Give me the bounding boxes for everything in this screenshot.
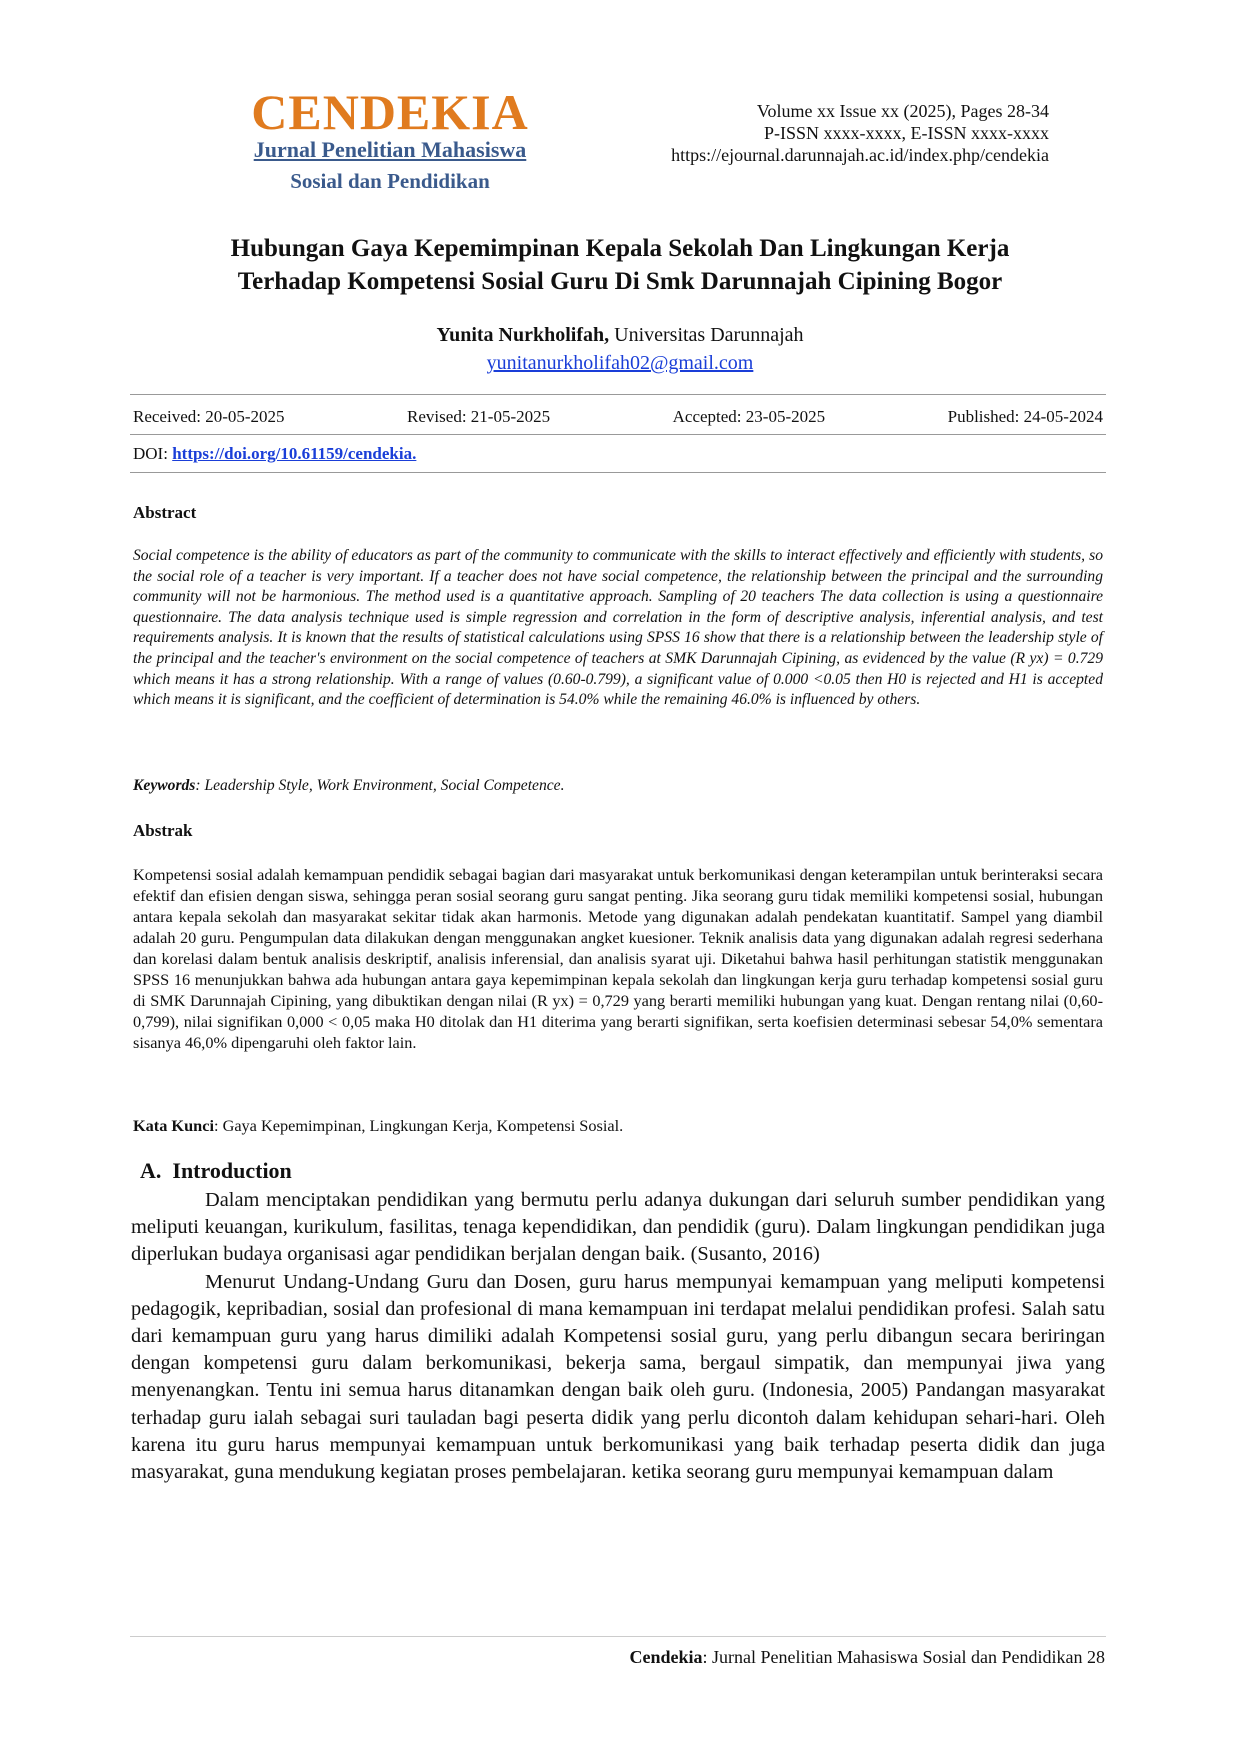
introduction-paragraph: Menurut Undang-Undang Guru dan Dosen, guru harus mempunyai kemampuan yang meliputi kompetensi pedagogik, kepribadian, sosial dan profesional di mana kemampuan ini terdapat melalui pendidikan profesi. Salah satu dari kemampuan guru yang harus dimiliki adalah Kompetensi sosial guru, yang perlu dibangun secara beriringan dengan kompetensi guru dalam berkomunikasi, bekerja sama, bergaul simpatik, dan mempunyai jiwa yang menyenangkan. Tentu ini semua harus ditanamkan dengan baik oleh guru. (Indonesia, 2005) Pandangan masyarakat terhadap guru ialah sebagai suri tauladan bagi peserta didik yang perlu dicontoh dalam kehidupan sehari-hari. Oleh karena itu guru harus mempunyai kemampuan untuk berkomunikasi yang baik terhadap peserta didik dan juga masyarakat, guna mendukung kegiatan proses pembelajaran. ketika seorang guru mempunyai kemampuan dalam [131, 1270, 1105, 1484]
introduction-body [131, 1187, 1105, 1486]
title-line-2: Terhadap Kompetensi Sosial Guru Di Smk Darunnajah Cipining Bogor [237, 268, 1003, 295]
keywords-line [133, 776, 565, 796]
author-name: Yunita Nurkholifah, [436, 324, 610, 346]
doi-line [133, 443, 416, 465]
logo-subtitle-2: Sosial dan Pendidikan [290, 169, 490, 193]
volume-info: Volume xx Issue xx (2025), Pages 28-34 [756, 101, 1049, 121]
article-title [130, 232, 1110, 298]
footer-journal-rest: : Jurnal Penelitian Mahasiswa Sosial dan Pendidikan 28 [702, 1647, 1105, 1667]
revised-date: Revised: 21-05-2025 [407, 407, 551, 426]
journal-url[interactable]: https://ejournal.darunnajah.ac.id/index.php/cendekia [671, 145, 1049, 165]
divider-top [130, 394, 1106, 395]
abstrak-heading: Abstrak [133, 821, 193, 840]
abstract-text: Social competence is the ability of educators as part of the community to communicate with the skills to interact effectively and efficiently with students, so the social role of a teacher is very important. If a teacher does not have social competence, the relationship between the principal and the surrounding community will not be harmonious. The method used is a quantitative approach. Sampling of 20 teachers The data collection is using a questionnaire questionnaire. The data analysis technique used is simple regression and correlation in the form of descriptive analysis, inferential analysis, and test requirements analysis. It is known that the results of statistical calculations using SPSS 16 show that there is a relationship between the leadership style of the principal and the teacher's environment on the social competence of teachers at SMK Darunnajah Cipining, as evidenced by the value (R yx) = 0.729 which means it has a strong relationship. With a range of values (0.60-0.799), a significant value of 0.000 <0.05 then H0 is rejected and H1 is accepted which means it is significant, and the coefficient of determination is 54.0% while the remaining 46.0% is influenced by others. [133, 547, 1103, 709]
keywords-label: Keywords [133, 777, 196, 794]
article-dates [133, 406, 1103, 428]
doi-link[interactable]: https://doi.org/10.61159/cendekia. [172, 444, 417, 463]
author-line [130, 322, 1110, 348]
divider-bottom [130, 472, 1106, 473]
published-date: Published: 24-05-2024 [947, 407, 1103, 426]
doi-label: DOI: [133, 444, 173, 463]
logo-title: CENDEKIA [251, 84, 529, 140]
divider-middle [130, 434, 1106, 435]
journal-info [671, 100, 1049, 166]
footer-divider [130, 1636, 1106, 1637]
kata-kunci-values: : Gaya Kepemimpinan, Lingkungan Kerja, Kompetensi Sosial. [213, 1116, 624, 1135]
footer-journal-name: Cendekia [629, 1647, 703, 1667]
abstrak-text: Kompetensi sosial adalah kemampuan pendidik sebagai bagian dari masyarakat untuk berkomunikasi dengan keterampilan untuk berinteraksi secara efektif dan efisien dengan siswa, sehingga peran sosial seorang guru sangat penting. Jika seorang guru tidak memiliki kompetensi sosial, hubungan antara kepala sekolah dan masyarakat sekitar tidak akan harmonis. Metode yang digunakan adalah pendekatan kuantitatif. Sampel yang diambil adalah 20 guru. Pengumpulan data dilakukan dengan menggunakan angket kuesioner. Teknik analisis data yang digunakan adalah regresi sederhana dan korelasi dalam bentuk analisis deskriptif, analisis inferensial, dan analisis syarat uji. Diketahui bahwa hasil perhitungan statistik menggunakan SPSS 16 menunjukkan bahwa ada hubungan antara gaya kepemimpinan kepala sekolah dan lingkungan kerja guru terhadap kompetensi sosial guru di SMK Darunnajah Cipining, yang dibuktikan dengan nilai (R yx) = 0,729 yang berarti memiliki hubungan yang kuat. Dengan rentang nilai (0,60-0,799), nilai signifikan 0,000 < 0,05 maka H0 ditolak dan H1 diterima yang berarti signifikan, serta koefisien determinasi sebesar 54,0% sementara sisanya 46,0% dipengaruhi oleh faktor lain. [133, 865, 1103, 1052]
introduction-heading: A. Introduction [140, 1158, 292, 1183]
logo-subtitle-1: Jurnal Penelitian Mahasiswa [253, 137, 527, 162]
accepted-date: Accepted: 23-05-2025 [672, 407, 826, 426]
kata-kunci-label: Kata Kunci [133, 1116, 214, 1135]
title-line-1: Hubungan Gaya Kepemimpinan Kepala Sekolah Dan Lingkungan Kerja [230, 235, 1010, 262]
keywords-values: : Leadership Style, Work Environment, Social Competence. [195, 777, 565, 794]
abstract-heading: Abstract [133, 503, 197, 522]
page-footer [630, 1646, 1105, 1668]
author-email[interactable]: yunitanurkholifah02@gmail.com [486, 352, 754, 374]
kata-kunci-line [133, 1115, 623, 1137]
received-date: Received: 20-05-2025 [133, 407, 285, 426]
issn-info: P-ISSN xxxx-xxxx, E-ISSN xxxx-xxxx [763, 123, 1049, 143]
author-affiliation: Universitas Darunnajah [609, 324, 804, 346]
introduction-paragraph: Dalam menciptakan pendidikan yang bermutu perlu adanya dukungan dari seluruh sumber pendidikan yang meliputi keuangan, kurikulum, fasilitas, tenaga kependidikan, dan pendidik (guru). Dalam lingkungan pendidikan juga diperlukan budaya organisasi agar pendidikan berjalan dengan baik. (Susanto, 2016) [131, 1189, 1105, 1266]
journal-logo [240, 84, 540, 198]
